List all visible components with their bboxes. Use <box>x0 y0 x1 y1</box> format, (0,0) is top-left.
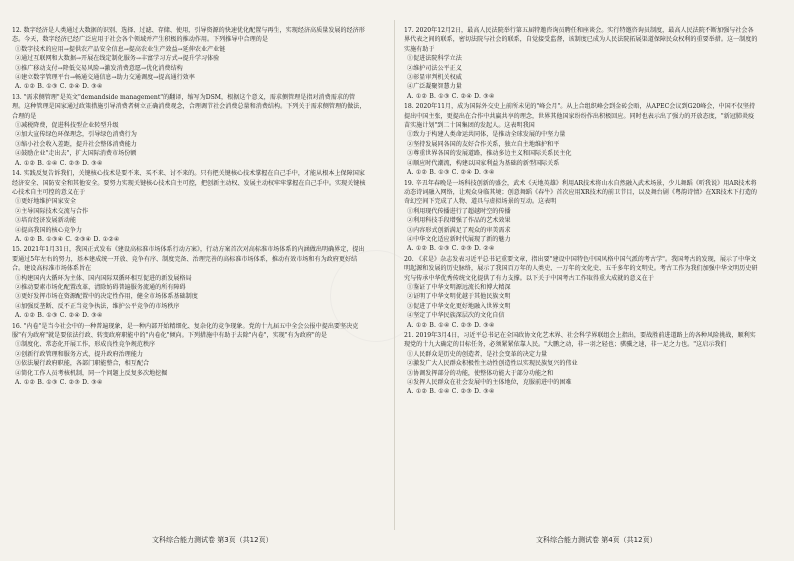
page-divider <box>394 20 395 530</box>
option: ①数字技术的应用→提供农产品安全信息→提高农业生产效益→延伸农业产业链 <box>15 45 226 53</box>
option: ②推动要素市场化配置改革，清除妨碍普遍服务流通的所有障碍 <box>15 283 186 291</box>
option: ③彰显审判机关权威 <box>407 74 462 82</box>
option: ①减税降费，促进科技型企业转型升级 <box>15 122 119 130</box>
option: ④顺应时代潮流，构建以国家利益为基础的新型国际关系 <box>407 159 560 167</box>
question-20 <box>404 255 759 330</box>
option: ②激发广大人民群众积极性主动性创造性以实现民族复兴的伟业 <box>407 360 578 368</box>
question-stem: 18. 2020年11月，成为国际外交史上前所未见的"峰会月"。从上合组织峰会到金砖会晤，从APEC会议到G20峰会，中国不仅坚持提出中国主张，更提出在合作中共赢共享的理念，世界其他国家纷纷作出积极回应。同时也表示出了强力的开放态度，"新冠肺炎疫苗实施计划"到二十国集团的发起人。这表明我国 <box>404 103 756 130</box>
question-stem: 20. 《求是》杂志发表习近平总书记重要文章，指出要"建设中国特色中国风格中国气派的考古学"。我国考古的发现，展示了中华文明起源和发展的历史脉络，展示了我国百万年的人类史、一万年的文化史、五千多年的文明史。考古工作为我们加强中华文明历史研究与传承中华优秀传统文化提供了有力支撑。以下关于中国考古工作取得重大成就的意义在于 <box>404 255 758 282</box>
answer-choices: A. ①② B. ①③ C. ②④ D. ③④ <box>407 169 495 177</box>
option: ④坚定了中华民族深层次的文化自信 <box>407 312 505 320</box>
option: ③促进了中华文化更好地融入世界文明 <box>407 302 511 310</box>
option: ①人民群众是历史的创造者，是社会变革的决定力量 <box>407 350 548 358</box>
option: ①致力于构建人类命运共同体，是推动全球发展的中坚力量 <box>407 131 566 139</box>
option: ③内容形式创新满足了观众的审美需求 <box>407 226 511 234</box>
option: ③更好发挥市场在资源配置中的决定性作用，健全市场体系基础制度 <box>15 293 198 301</box>
option: ③尊重世界各国的发展道路，推动多边主义和国际关系民主化 <box>407 150 572 158</box>
right-page-column <box>404 26 759 398</box>
option: ①构建国内大循环为主体、国内国际双循环相互促进的新发展格局 <box>15 274 192 282</box>
page-footer-right: 文科综合能力测试卷 第4页（共12页） <box>536 536 657 544</box>
question-stem: 19. 辛丑年春晚是一场科技创新的盛会，武术《天地英雄》利用AR技术将山水自然融入武术场景，少儿舞蹈《听我说》用AR技术将动态诗词融入网络，让观众身临其境；创意舞蹈《春牛》首次应用XR技术的前卫节目，以及舞台剧《粤韵诗情》在XR技术下打造的奇幻空间下完成了人物、道具与虚拟场景的互动。这表明 <box>404 179 758 206</box>
question-stem: 14. 实践反复告诉我们，关键核心技术是要不来、买不来、讨不来的。只有把关键核心技术掌握在自己手中，才能从根本上保障国家经济安全、国防安全和其他安全。要努力实现关键核心技术自主可控，把创新主动权、发展主动权牢牢掌握在自己手中。实现关键核心技术自主可控的意义在于 <box>12 170 366 196</box>
left-page-column <box>12 26 367 388</box>
option: ②利用科技手段增强了作品的艺术效果 <box>407 217 511 225</box>
option: ④简化工作人员考核机制，同一个问题上反复多次地挖掘 <box>15 369 168 377</box>
option: ④提高我国的核心竞争力 <box>15 226 83 234</box>
answer-choices: A. ①② B. ①③ C. ②④ D. ③④ <box>407 92 495 100</box>
answer-choices: A. ①② B. ①④ C. ②③ D. ③④ <box>407 388 495 396</box>
answer-choices: A. ①② B. ①③ C. ②③ D. ③④ <box>15 379 103 387</box>
option: ③缩小社会收入差距，提升社会整体消费能力 <box>15 140 137 148</box>
question-17 <box>404 26 759 101</box>
question-12 <box>12 26 367 92</box>
question-stem: 17. 2020年12月2日，最高人民法院举行第五届特邀咨询员聘任和座谈会。实行特邀咨询员制度，最高人民法院不断加强与社会各界代表之间的联系，密切法院与社会的联系，自觉接受监督，该制度已成为人民法院拓展渠道保障民众权利的重要举措。这一制度的实施有助于 <box>404 27 758 53</box>
option: ②主导国际技术交流与合作 <box>15 207 89 215</box>
option: ②加大宣传绿色环保理念，引导绿色消费行为 <box>15 131 137 139</box>
option: ③培育经济发展新动能 <box>15 217 76 225</box>
answer-choices: A. ①② B. ①③ C. ②④ D. ③④ <box>15 312 103 320</box>
option: ②通过互联网和大数据→开展在线定制化服务→丰富学习方式→提升学习体验 <box>15 55 220 63</box>
option: ①促进法院科学立法 <box>407 55 462 63</box>
option: ①制度化、常态化开展工作，形成良性竞争规范秩序 <box>15 341 156 349</box>
question-stem: 16. "内卷"是当今社会中的一种普遍现象，是一种内部开始精细化、复杂化的竞争现象。党的十九届五中全会公报中提出要坚决克服"有为政府"就是要依法行政、转变政府职能中的"内卷化"倾向。下列措施中有助于去除"内卷"，实现"有为政府"的是 <box>12 322 359 339</box>
option: ④广泛凝聚智慧力量 <box>407 83 462 91</box>
question-15 <box>12 245 367 320</box>
question-stem: 12. 数字经济是人类通过大数据的识别、选择、过滤、存储、使用，引导资源的快速优化配置与再生，实现经济高质量发展的经济形态。今天，数字经济已经广泛应用于社会各个领域并产生积极的推动作用。下列推导中合理的是 <box>12 27 365 44</box>
option: ④加强反垄断、反不正当竞争执法，维护公平竞争的市场秩序 <box>15 302 180 310</box>
question-18 <box>404 102 759 177</box>
answer-choices: A. ①② B. ①③ C. ②③ D. ②④ <box>407 245 495 253</box>
question-19 <box>404 179 759 254</box>
option: ②坚持发展同各国的友好合作关系，独立自主地维护和平 <box>407 140 560 148</box>
option: ①鉴证了中华文明源远流长和博大精深 <box>407 283 511 291</box>
option: ②证明了中华文明优越于其他民族文明 <box>407 293 511 301</box>
question-14 <box>12 169 367 244</box>
option: ①利用现代传播进行了超越时空的传播 <box>407 207 511 215</box>
option: ②创新行政管理和服务方式，提升政府治理能力 <box>15 350 143 358</box>
option: ③依法履行政府职能，各部门职能整合，相互配合 <box>15 360 150 368</box>
question-21 <box>404 331 759 397</box>
question-16 <box>12 322 367 388</box>
option: ③协调发挥部分的功能，使整体功能大于部分功能之和 <box>407 369 554 377</box>
question-stem: 15. 2021年1月31日，我国正式发布《建设高标准市场体系行动方案》，行动方案首次对高标准市场体系的内涵做出明确界定，提出要通过5年左右的努力，基本建成统一开放、竞争有序、制度完备、治理完善的高标准市场体系，推动有效市场和有为政府更好结合。建设高标准市场体系旨在 <box>12 246 365 273</box>
answer-choices: A. ①② B. ①③④ C. ②③④ D. ①②④ <box>15 235 120 243</box>
answer-choices: A. ①② B. ①④ C. ②③ D. ③④ <box>15 159 103 167</box>
answer-choices: A. ①② B. ①③ C. ②④ D. ③④ <box>15 83 103 91</box>
page-footer-left: 文科综合能力测试卷 第3页（共12页） <box>152 536 273 544</box>
question-13 <box>12 93 367 168</box>
option: ②维护司法公平正义 <box>407 64 462 72</box>
answer-choices: A. ①② B. ①④ C. ②③ D. ③④ <box>407 321 495 329</box>
option: ④鼓励企业"走出去"，扩大国际消费市场份额 <box>15 150 137 158</box>
option: ④中华文化适应新时代展现了新的魅力 <box>407 235 511 243</box>
question-stem: 13. "需求侧管理"是英文"demandside management"的翻译，缩写为DSM，根据这个意义，需求侧管理是指对消费需求的管理。这种管理是国家通过政策措施引导消费者树立正确消费观念，合理调节社会消费总量和消费结构。下列关于需求侧管理的做法，合理的是 <box>12 93 366 120</box>
question-stem: 21. 2019年3月4日，习近平总书记在全国政协文化艺术界、社会科学界联组会上指出，要战胜前进道路上的各种风险挑战，顺利实现党的十九大确定的目标任务，必须紧紧依靠人民。"大鹏之动，非一羽之轻也；骐骥之速，非一足之力也。"这启示我们 <box>404 332 756 349</box>
option: ③推广移动支付→降低交易风险→激发消费意愿→优化消费结构 <box>15 64 183 72</box>
option: ④发挥人民群众在社会发展中的主体地位，克服前进中的困难 <box>407 379 572 387</box>
option: ①更好地维护国家安全 <box>15 198 76 206</box>
option: ④建立数字管理平台→畅通交通信息→助力交通调度→提高通行效率 <box>15 74 195 82</box>
